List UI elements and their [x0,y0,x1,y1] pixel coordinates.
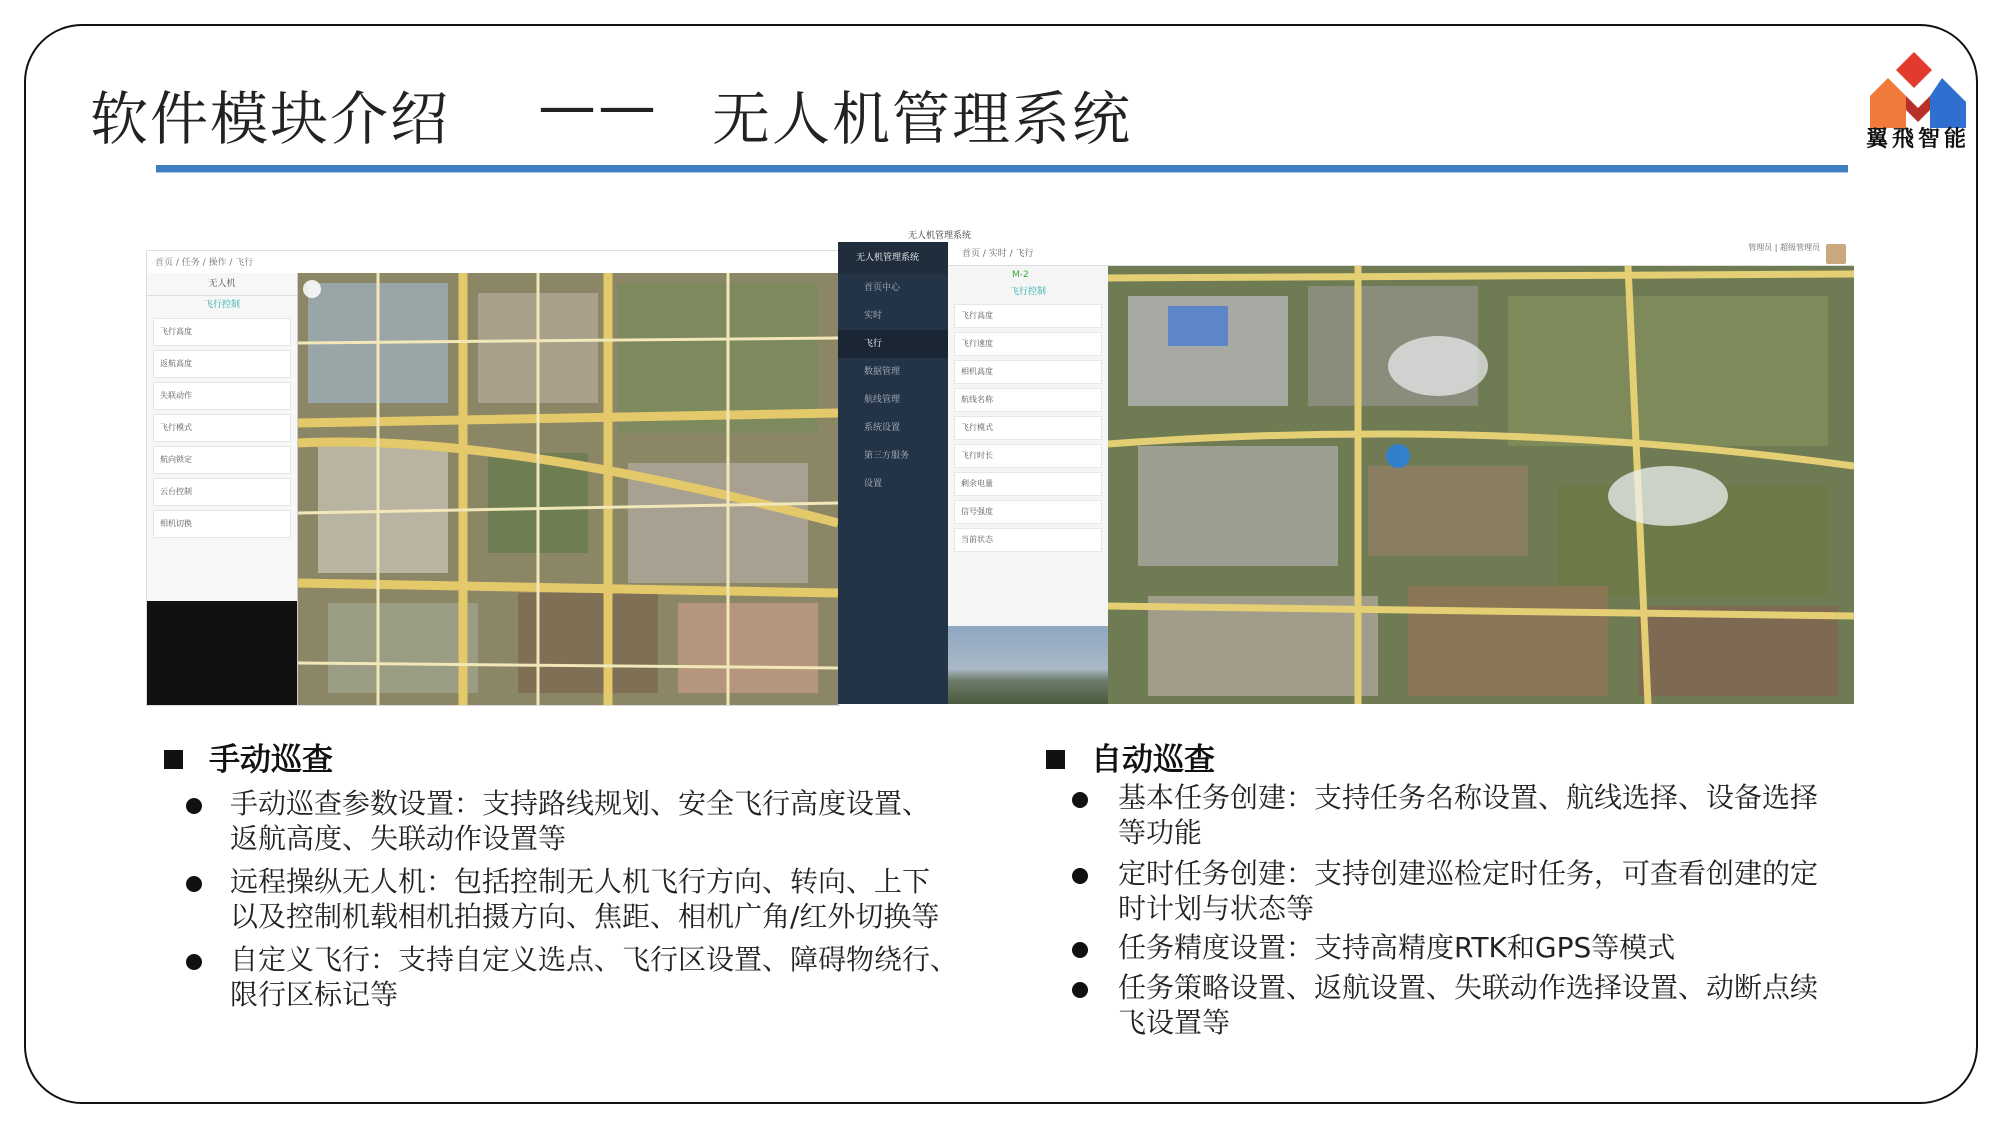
camera-feed [948,626,1108,704]
bullet-item [1118,930,1675,965]
avatar[interactable] [1826,244,1846,264]
param-row[interactable]: 航向锁定 [153,446,291,474]
video-feed [147,601,297,705]
manual-patrol-heading [164,734,333,779]
param-row: 相机高度 [954,360,1102,384]
param-row: 飞行时长 [954,444,1102,468]
param-row[interactable]: 失联动作 [153,382,291,410]
param-row: 信号强度 [954,500,1102,524]
page-subtitle: 无人机管理系统 [712,85,1133,153]
sidebar-item-data[interactable]: 数据管理 [864,367,901,377]
bullet-line: 手动巡查参数设置：支持路线规划、安全飞行高度设置、 [230,787,931,820]
user-label[interactable]: 管理员 | 超级管理员 [1748,243,1820,252]
square-bullet-icon [1046,750,1065,769]
param-row: 飞行模式 [954,416,1102,440]
breadcrumb: 首页 / 任务 / 操作 / 飞行 [155,258,254,268]
title-rule [156,165,1848,173]
sidebar-item-flight[interactable]: 飞行 [838,330,948,358]
param-row: 剩余电量 [954,472,1102,496]
bullet-item [230,864,939,934]
control-panel [147,273,298,705]
title-dash: —— [538,72,658,140]
param-row[interactable]: 相机切换 [153,510,291,538]
bullet-line: 返航高度、失联动作设置等 [230,822,567,855]
section-title-text: 手动巡查 [209,742,333,778]
square-bullet-icon [164,750,183,769]
sidebar-item-system[interactable]: 系统设置 [864,423,901,433]
section-title-text: 自动巡查 [1091,742,1215,778]
sidebar-item-third-party[interactable]: 第三方服务 [864,451,910,461]
param-row[interactable]: 返航高度 [153,350,291,378]
satellite-map[interactable] [298,273,838,705]
bullet-icon [1072,942,1088,958]
param-row: 航线名称 [954,388,1102,412]
param-row: 飞行高度 [954,304,1102,328]
auto-patrol-screenshot [838,228,1854,704]
map-graphic [298,273,838,705]
sidebar-item-realtime[interactable]: 实时 [864,311,883,321]
param-row: 飞行速度 [954,332,1102,356]
bullet-icon [186,798,202,814]
bullet-item [1118,970,1818,1040]
sidebar-item-home[interactable]: 首页中心 [864,283,901,293]
param-row[interactable]: 云台控制 [153,478,291,506]
screenshots [146,228,1854,704]
param-row: 当前状态 [954,528,1102,552]
flight-panel [948,266,1109,704]
bullet-icon [1072,792,1088,808]
bullet-icon [186,876,202,892]
window-title: 无人机管理系统 [908,231,972,241]
page-title: 软件模块介绍 [90,85,451,153]
breadcrumb: 首页 / 实时 / 飞行 [962,249,1034,259]
bullet-line: 时计划与状态等 [1118,892,1315,925]
top-bar [948,242,1854,266]
bullet-line: 自定义飞行：支持自定义选点、飞行区设置、障碍物绕行、 [230,943,959,976]
sidebar-item-routes[interactable]: 航线管理 [864,395,901,405]
device-name: M-2 [1012,270,1029,280]
bullet-line: 任务精度设置：支持高精度RTK和GPS等模式 [1118,931,1676,964]
satellite-map[interactable] [1108,266,1854,704]
map-graphic [1108,266,1854,704]
manual-patrol-screenshot [146,250,840,706]
bullet-line: 飞设置等 [1118,1006,1231,1039]
panel-subtitle: 飞行控制 [1009,287,1046,297]
bullet-line: 限行区标记等 [230,978,399,1011]
bullet-line: 任务策略设置、返航设置、失联动作选择设置、动断点续 [1118,971,1819,1004]
bullet-item [1118,856,1818,926]
bullet-item [1118,780,1818,850]
panel-subtitle: 飞行控制 [203,300,240,310]
sidebar-nav [838,242,948,704]
bullet-item [230,786,930,856]
bullet-item [230,942,958,1012]
bullet-icon [186,954,202,970]
bullet-icon [1072,982,1088,998]
bullet-line: 以及控制机载相机拍摄方向、焦距、相机广角/红外切换等 [230,900,940,933]
nav-brand: 无人机管理系统 [838,242,948,274]
bullet-line: 远程操纵无人机：包括控制无人机飞行方向、转向、上下 [230,865,931,898]
bullet-icon [1072,868,1088,884]
bullet-line: 基本任务创建：支持任务名称设置、航线选择、设备选择 [1118,781,1819,814]
param-row[interactable]: 飞行高度 [153,318,291,346]
logo-text: 翼飛智能 [1866,127,1971,152]
param-row[interactable]: 飞行模式 [153,414,291,442]
bullet-line: 定时任务创建：支持创建巡检定时任务，可查看创建的定 [1118,857,1819,890]
panel-title: 无人机 [147,273,297,296]
auto-patrol-heading [1046,734,1215,779]
sidebar-item-settings[interactable]: 设置 [864,479,883,489]
bullet-line: 等功能 [1118,816,1203,849]
